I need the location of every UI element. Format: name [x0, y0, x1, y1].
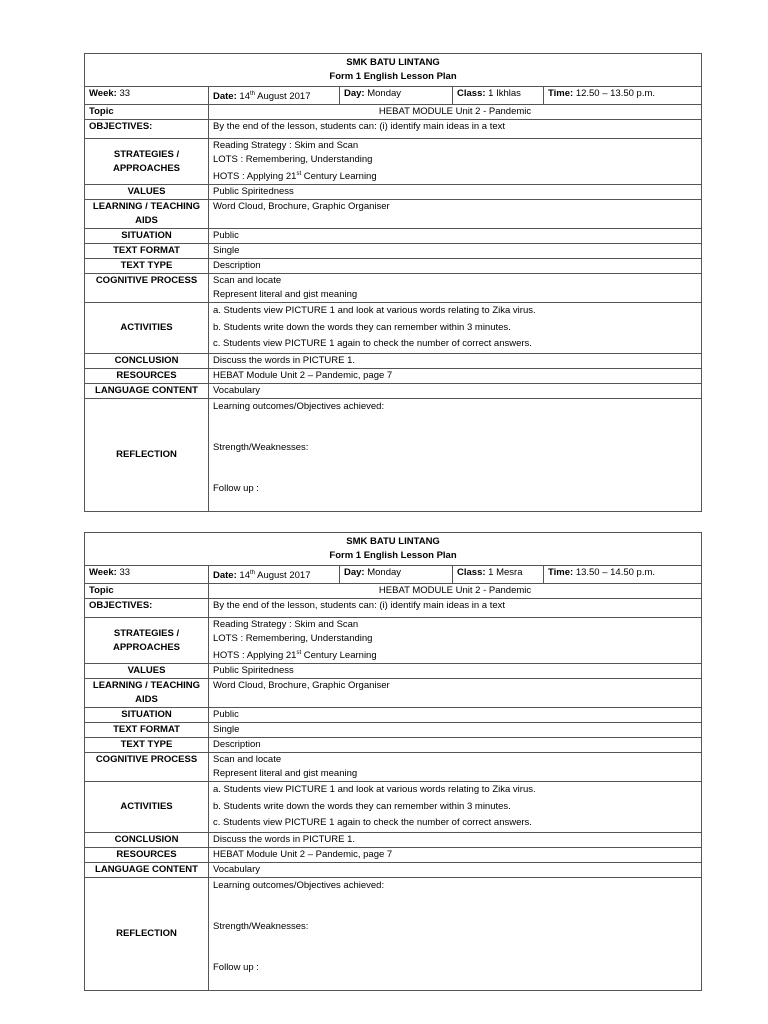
values-value: Public Spiritedness [209, 664, 702, 679]
aids-value: Word Cloud, Brochure, Graphic Organiser [209, 200, 702, 229]
text-type-value: Description [209, 738, 702, 753]
day-cell [340, 566, 453, 584]
text-format-label: TEXT FORMAT [85, 244, 209, 259]
day-label: Day: [344, 567, 365, 578]
text-type-label: TEXT TYPE [85, 259, 209, 274]
values-label: VALUES [85, 664, 209, 679]
date-day: 14 [239, 570, 250, 582]
date-cell [209, 87, 340, 105]
cognitive-label: COGNITIVE PROCESS [85, 274, 209, 303]
conclusion-label: CONCLUSION [85, 353, 209, 368]
date-cell [209, 566, 340, 584]
values-value: Public Spiritedness [209, 185, 702, 200]
objectives-value: By the end of the lesson, students can: (i) identify main ideas in a text [209, 599, 702, 618]
day-label: Day: [344, 88, 365, 99]
aids-label: LEARNING / TEACHING AIDS [85, 200, 209, 229]
time-cell [544, 566, 702, 584]
strategies-value [209, 139, 702, 185]
topic-label: Topic [85, 584, 209, 599]
class-value: 1 Mesra [488, 567, 523, 578]
activities-label: ACTIVITIES [85, 303, 209, 354]
text-format-value: Single [209, 723, 702, 738]
strategies-value [209, 618, 702, 664]
strategies-line: HOTS : Applying 21st Century Learning [213, 171, 377, 183]
class-cell [453, 566, 544, 584]
topic-label: Topic [85, 105, 209, 120]
reflection-follow-up: Follow up : [213, 961, 259, 973]
resources-label: RESOURCES [85, 847, 209, 862]
strategies-line: HOTS : Applying 21st Century Learning [213, 650, 377, 662]
date-suffix: th [249, 570, 255, 576]
date-rest: August 2017 [257, 570, 311, 582]
text-format-label: TEXT FORMAT [85, 723, 209, 738]
cognitive-value [209, 753, 702, 782]
conclusion-label: CONCLUSION [85, 832, 209, 847]
date-label: Date: [213, 570, 237, 582]
conclusion-value: Discuss the words in PICTURE 1. [209, 832, 702, 847]
class-label: Class: [457, 88, 486, 99]
resources-value: HEBAT Module Unit 2 – Pandemic, page 7 [209, 368, 702, 383]
reflection-outcomes: Learning outcomes/Objectives achieved: [213, 879, 385, 891]
time-label: Time: [548, 88, 574, 99]
time-value: 12.50 – 13.50 p.m. [575, 88, 656, 99]
class-value: 1 Ikhlas [488, 88, 521, 99]
reflection-value [209, 398, 702, 511]
objectives-value: By the end of the lesson, students can: (i) identify main ideas in a text [209, 120, 702, 139]
cognitive-label: COGNITIVE PROCESS [85, 753, 209, 782]
activities-value [209, 303, 702, 354]
cognitive-line: Scan and locate [213, 275, 282, 287]
time-cell [544, 87, 702, 105]
activity-item: a. Students view PICTURE 1 and look at various words relating to Zika virus. [213, 784, 536, 796]
strategies-line: Reading Strategy : Skim and Scan [213, 140, 359, 152]
situation-value: Public [209, 229, 702, 244]
strategies-label: STRATEGIES / APPROACHES [85, 618, 209, 664]
time-value: 13.50 – 14.50 p.m. [575, 567, 656, 578]
objectives-label: OBJECTIVES: [85, 120, 209, 139]
plan-header [85, 54, 702, 87]
objectives-label: OBJECTIVES: [85, 599, 209, 618]
reflection-value [209, 877, 702, 990]
activity-item: b. Students write down the words they can remember within 3 minutes. [213, 321, 511, 333]
week-cell [85, 566, 209, 584]
activity-item: c. Students view PICTURE 1 again to check the number of correct answers. [213, 338, 532, 350]
school-name: SMK BATU LINTANG [346, 536, 440, 547]
week-label: Week: [89, 567, 117, 578]
topic-value: HEBAT MODULE Unit 2 - Pandemic [209, 105, 702, 120]
reflection-outcomes: Learning outcomes/Objectives achieved: [213, 400, 385, 412]
date-day: 14 [239, 91, 250, 103]
cognitive-line: Represent literal and gist meaning [213, 768, 358, 780]
class-cell [453, 87, 544, 105]
strategies-label: STRATEGIES / APPROACHES [85, 139, 209, 185]
date-suffix: th [249, 91, 255, 97]
cognitive-value [209, 274, 702, 303]
day-value: Monday [367, 88, 402, 99]
language-content-label: LANGUAGE CONTENT [85, 862, 209, 877]
resources-value: HEBAT Module Unit 2 – Pandemic, page 7 [209, 847, 702, 862]
date-label: Date: [213, 91, 237, 103]
class-label: Class: [457, 567, 486, 578]
week-cell [85, 87, 209, 105]
language-content-value: Vocabulary [209, 383, 702, 398]
activity-item: c. Students view PICTURE 1 again to check the number of correct answers. [213, 817, 532, 829]
aids-value: Word Cloud, Brochure, Graphic Organiser [209, 679, 702, 708]
language-content-value: Vocabulary [209, 862, 702, 877]
activity-item: b. Students write down the words they can remember within 3 minutes. [213, 800, 511, 812]
week-value: 33 [119, 567, 131, 578]
reflection-strengths: Strength/Weaknesses: [213, 441, 309, 453]
day-value: Monday [367, 567, 402, 578]
text-format-value: Single [209, 244, 702, 259]
text-type-label: TEXT TYPE [85, 738, 209, 753]
plan-title: Form 1 English Lesson Plan [329, 550, 457, 561]
week-value: 33 [119, 88, 131, 99]
values-label: VALUES [85, 185, 209, 200]
cognitive-line: Represent literal and gist meaning [213, 289, 358, 301]
situation-value: Public [209, 708, 702, 723]
text-type-value: Description [209, 259, 702, 274]
reflection-follow-up: Follow up : [213, 482, 259, 494]
language-content-label: LANGUAGE CONTENT [85, 383, 209, 398]
date-rest: August 2017 [257, 91, 311, 103]
time-label: Time: [548, 567, 574, 578]
reflection-label: REFLECTION [85, 398, 209, 511]
activities-label: ACTIVITIES [85, 782, 209, 833]
reflection-strengths: Strength/Weaknesses: [213, 920, 309, 932]
cognitive-line: Scan and locate [213, 754, 282, 766]
reflection-label: REFLECTION [85, 877, 209, 990]
situation-label: SITUATION [85, 708, 209, 723]
situation-label: SITUATION [85, 229, 209, 244]
activity-item: a. Students view PICTURE 1 and look at various words relating to Zika virus. [213, 305, 536, 317]
resources-label: RESOURCES [85, 368, 209, 383]
aids-label: LEARNING / TEACHING AIDS [85, 679, 209, 708]
school-name: SMK BATU LINTANG [346, 57, 440, 68]
plan-header [85, 533, 702, 566]
lesson-plan-table [84, 532, 702, 991]
lesson-plan-table [84, 53, 702, 512]
strategies-line: Reading Strategy : Skim and Scan [213, 619, 359, 631]
conclusion-value: Discuss the words in PICTURE 1. [209, 353, 702, 368]
topic-value: HEBAT MODULE Unit 2 - Pandemic [209, 584, 702, 599]
plan-title: Form 1 English Lesson Plan [329, 71, 457, 82]
week-label: Week: [89, 88, 117, 99]
strategies-line: LOTS : Remembering, Understanding [213, 154, 373, 166]
strategies-line: LOTS : Remembering, Understanding [213, 633, 373, 645]
day-cell [340, 87, 453, 105]
activities-value [209, 782, 702, 833]
